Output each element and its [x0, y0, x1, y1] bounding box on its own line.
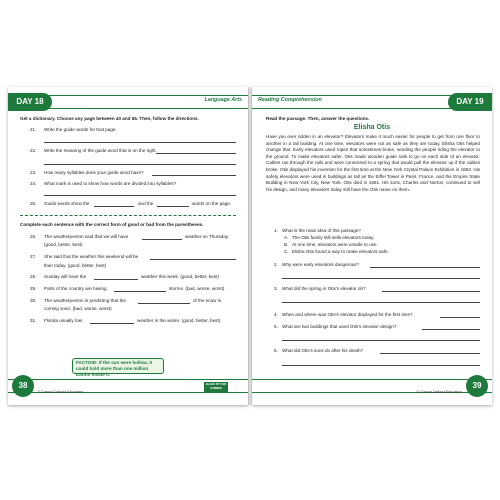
- q3-number: 3.: [274, 286, 278, 291]
- item-25-blank-2[interactable]: [157, 206, 189, 207]
- item-26-text-b: weather on Thursday.: [185, 234, 230, 239]
- right-page-number: 39: [466, 375, 488, 397]
- left-copyright: © Carson-Dellosa Education: [38, 390, 84, 394]
- item-25-blank-1[interactable]: [94, 206, 134, 207]
- q1-text: What is the main idea of this passage?: [282, 228, 361, 233]
- q4-text: When and where was Otis's elevator displayed for the first time?: [282, 312, 413, 317]
- item-27-text-a: She said that the weather this weekend will be: [44, 254, 139, 259]
- item-26-text-a: The weatherperson said that we will have: [44, 234, 129, 239]
- q1-option-c[interactable]: Elisha Otis found a way to make elevators safe.: [292, 249, 389, 254]
- item-30-number: 30.: [30, 298, 37, 303]
- section2-instructions: Complete each sentence with the correct form of good or bad from the parentheses.: [20, 222, 204, 227]
- q6-text: What did Otis's sons do after his death?: [282, 348, 364, 353]
- passage-text: Have you ever ridden in an elevator? Elevators make it much easier for people to get from one floor to another in a tall building. At one time, elevators were not as safe as they are today. Elisha Otis helped change that. Early elevators used ropes that sometimes broke, sending the people riding the elevator to the ground. To make elevators safer, Otis made wooden guide rails to go on each side of an elevator. Cables ran through the rails and were connected to a spring that would pull the elevator up if the cables broke. Otis displayed his invention for the first time at the New York Crystal Palace Exhibition in 1853. His safety elevators were used in buildings as tall as the Eiffel Tower in Paris, France, and the Empire State Building in New York City, New York. Otis died in 1861. His sons, Charles and Norton, continued to sell his design, and many elevators today still have the Otis name on them.: [266, 134, 480, 192]
- q2-number: 2.: [274, 262, 278, 267]
- q3-answer-line-1[interactable]: [382, 291, 480, 292]
- item-23-text: How many syllables does your guide word have?: [44, 170, 144, 175]
- item-27-blank[interactable]: [150, 259, 236, 260]
- q1-number: 1.: [274, 228, 278, 233]
- item-24-answer-line[interactable]: [44, 195, 236, 196]
- q5-text: What are two buildings that used Otis's elevator design?: [282, 324, 397, 329]
- q4-answer-line-1[interactable]: [440, 317, 480, 318]
- item-27-text-c: than today. (good, better, best): [44, 263, 107, 268]
- left-day-badge: DAY 18: [8, 93, 52, 111]
- left-page-number: 38: [12, 375, 34, 397]
- item-22-number: 22.: [30, 148, 37, 153]
- item-30-blank[interactable]: [138, 303, 190, 304]
- q1-option-b-letter[interactable]: B.: [284, 242, 289, 247]
- item-31-text-b: weather in the winter. (good, better, best): [137, 318, 221, 323]
- right-subject: Reading Comprehension: [258, 97, 322, 103]
- section-divider: [20, 215, 236, 216]
- passage-instructions: Read the passage. Then, answer the questions.: [266, 116, 370, 121]
- item-31-number: 31.: [30, 318, 37, 323]
- item-26-number: 26.: [30, 234, 37, 239]
- q2-answer-line-1[interactable]: [370, 267, 480, 268]
- q5-answer-line-2[interactable]: [282, 340, 480, 341]
- item-23-number: 23.: [30, 170, 37, 175]
- right-copyright: © Carson-Dellosa Education: [416, 390, 462, 394]
- item-23-answer-line[interactable]: [152, 175, 236, 176]
- item-29-number: 29.: [30, 286, 37, 291]
- item-28-text-b: weather this week. (good, better, best): [141, 274, 219, 279]
- item-25-number: 25.: [30, 201, 37, 206]
- item-26-text-c: (good, better, best): [44, 242, 83, 247]
- q2-answer-line-2[interactable]: [282, 278, 480, 279]
- factoid-box: FACTOID: If the sun were hollow, it could hold more than one million Earths inside it.: [72, 358, 164, 374]
- item-30-text-c: coming soon. (bad, worse, worst): [44, 306, 112, 311]
- q5-answer-line-1[interactable]: [422, 329, 480, 330]
- q3-answer-line-2[interactable]: [282, 302, 480, 303]
- item-22-answer-line-1[interactable]: [156, 153, 236, 154]
- q3-text: What did the spring in Otis's elevator do?: [282, 286, 366, 291]
- item-29-text-a: Parts of the country are having: [44, 286, 107, 291]
- q6-number: 6.: [274, 348, 278, 353]
- q1-option-a-letter[interactable]: A.: [284, 235, 289, 240]
- item-28-blank[interactable]: [94, 279, 138, 280]
- q1-option-c-letter[interactable]: C.: [284, 249, 289, 254]
- q1-option-b[interactable]: At one time, elevators were unsafe to use.: [292, 242, 378, 247]
- item-29-text-b: storms. (bad, worse, worst): [169, 286, 225, 291]
- item-30-text-b: of the snow is: [193, 298, 222, 303]
- item-28-number: 28.: [30, 274, 37, 279]
- left-subject: Language Arts: [204, 97, 242, 103]
- item-21-number: 21.: [30, 127, 37, 132]
- item-24-number: 24.: [30, 181, 37, 186]
- q1-option-a[interactable]: The Otis family still sells elevators today.: [292, 235, 375, 240]
- item-22-text: Write the meaning of the guide word that is on the right.: [44, 148, 157, 153]
- item-28-text-a: Sunday will have the: [44, 274, 87, 279]
- right-day-badge: DAY 19: [448, 93, 492, 111]
- item-26-blank[interactable]: [142, 239, 182, 240]
- item-31-blank[interactable]: [90, 323, 134, 324]
- item-30-text-a: The weatherperson is predicting that the: [44, 298, 126, 303]
- passage-title: Elisha Otis: [353, 124, 391, 131]
- item-21-text: Write the guide words for that page.: [44, 127, 117, 132]
- item-29-blank[interactable]: [114, 291, 166, 292]
- item-27-number: 27.: [30, 254, 37, 259]
- item-24-text: What mark is used to show how words are divided into syllables?: [44, 181, 177, 186]
- item-21-answer-line[interactable]: [44, 142, 236, 143]
- item-22-answer-line-2[interactable]: [44, 164, 236, 165]
- item-25-text-c: words on the page.: [192, 201, 232, 206]
- item-31-text-a: Florida usually has: [44, 318, 83, 323]
- left-page: [8, 87, 248, 405]
- q2-text: Why were early elevators dangerous?: [282, 262, 360, 267]
- right-page: [252, 87, 492, 405]
- section1-instructions: Get a dictionary. Choose any page between 40 and 55. Then, follow the directions.: [20, 116, 199, 121]
- workbook-spread: [0, 87, 500, 405]
- q6-answer-line-1[interactable]: [380, 353, 480, 354]
- series-logo: BLACK FIT FOR SUMMER: [204, 382, 228, 393]
- item-25-text-a: Guide words show the: [44, 201, 90, 206]
- q6-answer-line-2[interactable]: [282, 365, 480, 366]
- q5-number: 5.: [274, 324, 278, 329]
- q4-number: 4.: [274, 312, 278, 317]
- item-25-text-b: and the: [138, 201, 154, 206]
